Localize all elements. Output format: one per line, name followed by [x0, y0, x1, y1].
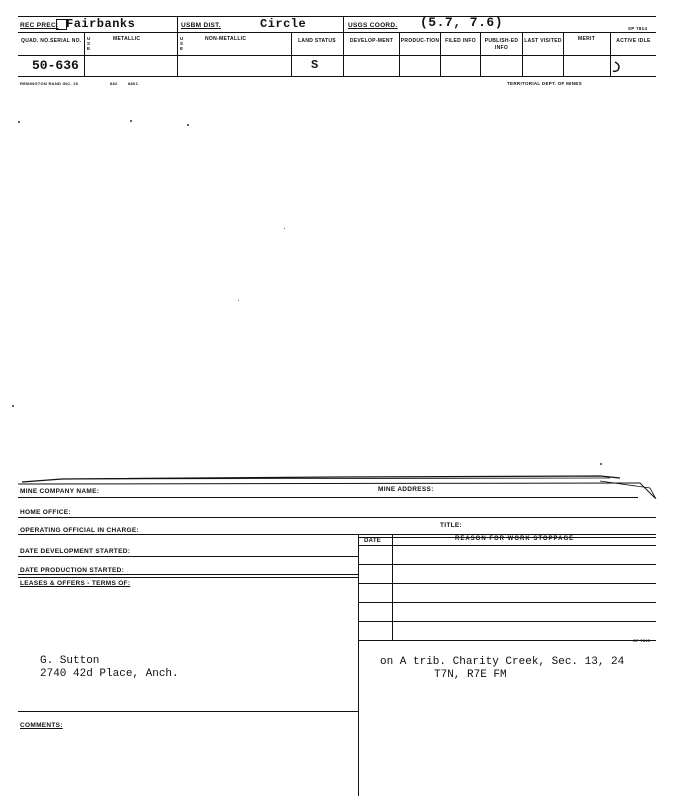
divider: [358, 534, 359, 796]
col-published-info: PUBLISH-ED INFO: [484, 38, 519, 51]
mine-company-name-label: MINE COMPANY NAME:: [20, 488, 100, 495]
scan-speck: [600, 463, 602, 465]
divider: [563, 32, 564, 76]
title-label: TITLE:: [440, 522, 463, 529]
line: [18, 556, 358, 557]
form-code: SP 7814: [628, 26, 648, 31]
divider: [84, 32, 85, 76]
line: [18, 711, 358, 712]
scan-speck: [284, 228, 285, 229]
col-active-idle: ACTIVE IDLE: [616, 38, 651, 44]
col-development: DEVELOP-MENT: [349, 38, 394, 44]
col-merit: MERIT: [578, 36, 596, 42]
col-use-nonmetallic: USE: [180, 36, 184, 51]
printer-credit: REMINGTON RAND INC. 20: [20, 81, 79, 86]
usgs-coord-value: (5.7, 7.6): [420, 15, 504, 30]
scan-speck: [238, 300, 239, 301]
table-row-line: [358, 583, 656, 584]
line: [18, 497, 638, 498]
table-row-line: [358, 545, 656, 546]
operating-official-label: OPERATING OFFICIAL IN CHARGE:: [20, 527, 139, 534]
table-row-line: [358, 640, 656, 641]
printer-code-1: 882: [110, 81, 118, 86]
table-row-line: [358, 602, 656, 603]
location-line-1: on A trib. Charity Creek, Sec. 13, 24: [380, 656, 625, 668]
scan-speck: [130, 120, 132, 122]
divider: [177, 16, 178, 76]
col-last-visited: LAST VISITED: [524, 38, 562, 44]
col-use-metallic: USE: [87, 36, 91, 51]
col-production: PRODUC-TION: [400, 38, 440, 44]
form-code-bottom: SP 7815: [633, 638, 651, 643]
usbm-dist-value: Circle: [260, 17, 307, 31]
col-land-status: LAND STATUS: [298, 38, 336, 44]
header-bottom-rule: [18, 32, 656, 33]
location-line-2: T7N, R7E FM: [434, 669, 507, 681]
rec-prec-label: REC PREC:: [20, 22, 59, 29]
usgs-coord-label: USGS COORD.: [348, 22, 398, 29]
date-production-label: DATE PRODUCTION STARTED:: [20, 567, 125, 574]
mine-address-label: MINE ADDRESS:: [378, 486, 434, 493]
line: [18, 517, 656, 518]
col-quad-no: QUAD. NO.: [21, 38, 51, 44]
line: [18, 574, 358, 575]
col-filed-info: FILED INFO: [445, 38, 476, 44]
quad-serial-value: 50-636: [32, 58, 79, 73]
card-top-edge: [0, 468, 678, 508]
owner-name: G. Sutton: [40, 655, 100, 667]
territorial-dept: TERRITORIAL DEPT. OF MINES: [507, 81, 582, 86]
line: [18, 534, 656, 535]
scan-speck: [12, 405, 14, 407]
line: [18, 577, 358, 578]
home-office-label: HOME OFFICE:: [20, 509, 71, 516]
scan-speck: [18, 121, 20, 123]
reason-column-header: REASON FOR WORK STOPPAGE: [455, 536, 575, 542]
table-row-line: [358, 564, 656, 565]
scan-speck: [187, 124, 189, 126]
divider: [392, 534, 393, 640]
col-non-metallic: NON-METALLIC: [205, 36, 247, 42]
date-development-label: DATE DEVELOPMENT STARTED:: [20, 548, 131, 555]
column-header-rule: [18, 55, 656, 56]
rec-prec-value: Fairbanks: [66, 17, 136, 31]
leases-label: LEASES & OFFERS - TERMS OF:: [20, 580, 131, 587]
divider: [343, 16, 344, 76]
owner-address: 2740 42d Place, Anch.: [40, 668, 179, 680]
active-idle-mark-icon: [612, 60, 624, 74]
row-bottom-rule: [18, 76, 656, 77]
printer-code-2: 8801: [128, 81, 139, 86]
col-metallic: METALLIC: [113, 36, 141, 42]
land-status-value: S: [311, 58, 319, 72]
date-column-header: DATE: [364, 538, 382, 544]
comments-label: COMMENTS:: [20, 722, 63, 729]
usbm-dist-label: USBM DIST.: [181, 22, 221, 29]
col-serial-no: SERIAL NO.: [50, 38, 82, 44]
table-row-line: [358, 621, 656, 622]
